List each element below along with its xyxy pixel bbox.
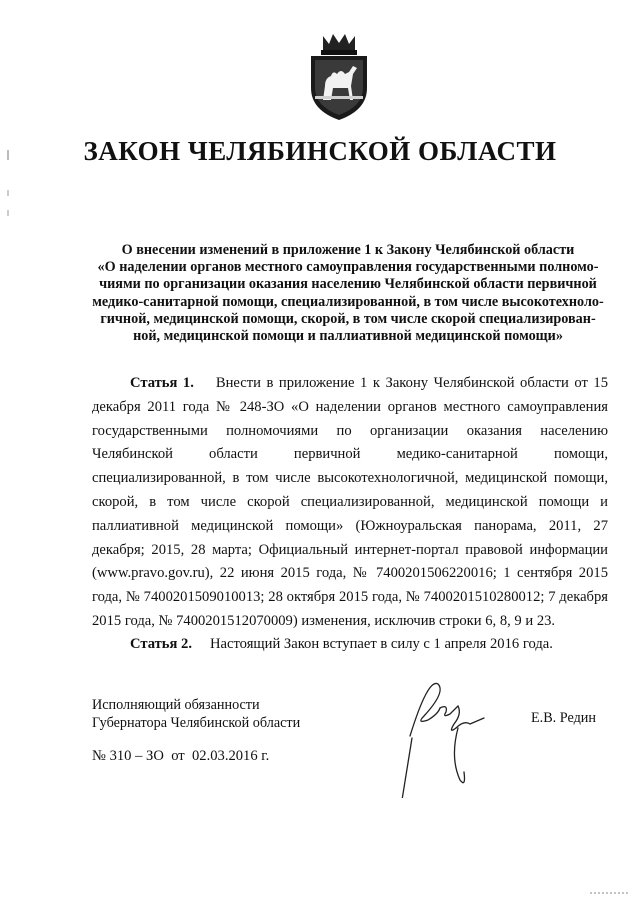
article-1-text: Внести в приложение 1 к Закону Челябинской области от 15 декабря 2011 года № 248-ЗО «О наделении органов местного самоуправления государственными полномочиями по организации оказания населению Челябинской области первичной медико-санитарной помощи, специализированной, в том числе высокотехнологичной, медицинской помощи, скорой, в том числе скорой специализированной, медицинской помощи и паллиативной медицинской помощи» (Южноуральская панорама, 2011, 27 декабря; 2015, 28 марта; Официальный интернет-портал правовой информации (www.pravo.gov.ru), 22 июня 2015 года, № 7400201506220016; 1 сентября 2015 года, № 7400201509010013; 28 октября 2015 года, № 7400201510280012; 7 декабря 2015 года, № 7400201512070009) изменения, исключив строки 6, 8, 9 и 23. [92, 375, 608, 629]
subtitle-line: гичной, медицинской помощи, скорой, в том числе скорой специализирован- [100, 310, 596, 327]
subtitle-line: О внесении изменений в приложение 1 к Закону Челябинской области [121, 242, 575, 258]
signatory-position [92, 697, 300, 732]
registration-number: № 310 – ЗО от 02.03.2016 г. [92, 748, 270, 764]
law-title: ЗАКОН ЧЕЛЯБИНСКОЙ ОБЛАСТИ [83, 136, 557, 166]
article-1-label: Статья 1. [130, 375, 194, 391]
subtitle-line: ной, медицинской помощи и паллиативной медицинской помощи» [133, 328, 563, 345]
coat-of-arms-icon [303, 30, 375, 122]
position-line: Губернатора Челябинской области [92, 714, 301, 731]
subtitle-line: «О наделении органов местного самоуправления государственными полномо- [97, 259, 599, 276]
article-2-label: Статья 2. [130, 636, 192, 652]
subtitle-line: чиями по организации оказания населению Челябинской области первичной [99, 276, 597, 293]
scan-artifact [590, 888, 630, 898]
position-line: Исполняющий обязанности [92, 697, 260, 713]
signer-name: Е.В. Редин [531, 710, 596, 726]
subtitle-line: медико-санитарной помощи, специализированной, в том числе высокотехноло- [92, 293, 604, 310]
law-subtitle [88, 242, 608, 345]
article-2 [130, 636, 610, 653]
handwritten-signature-icon [388, 668, 498, 798]
article-2-text: Настоящий Закон вступает в силу с 1 апреля 2016 года. [210, 636, 553, 652]
article-1 [92, 372, 608, 634]
margin-mark [6, 150, 10, 230]
